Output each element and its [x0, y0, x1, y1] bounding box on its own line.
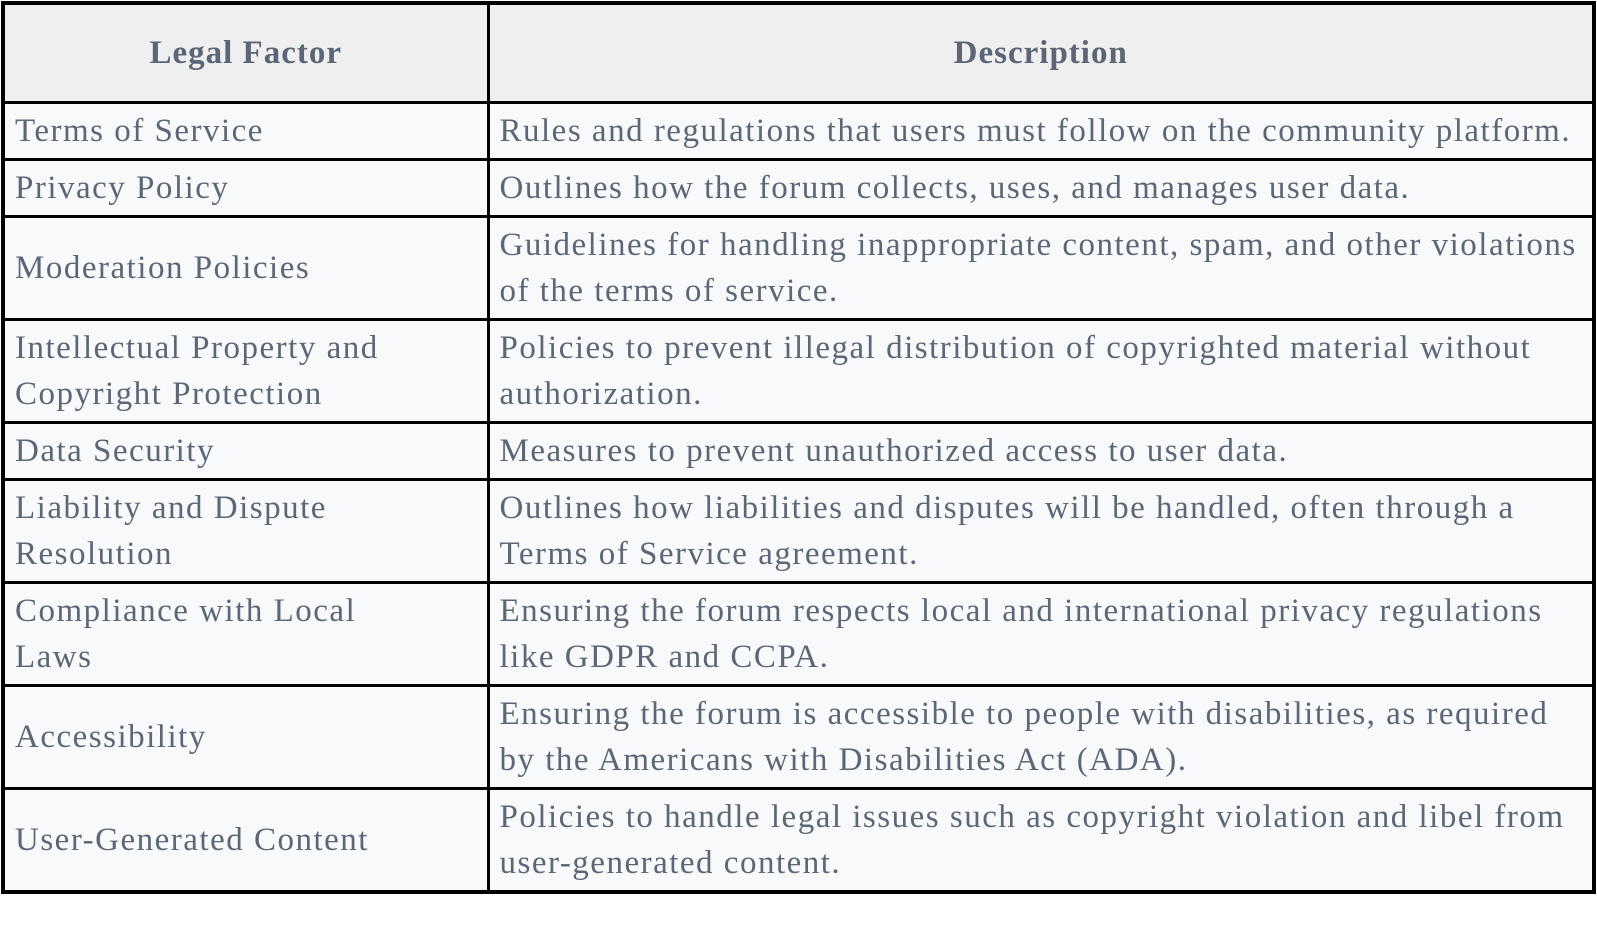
- description-cell: Ensuring the forum is accessible to people with disabilities, as required by the Americans with Disabilities Act (ADA).: [488, 686, 1594, 789]
- legal-factor-cell: Intellectual Property and Copyright Protection: [3, 320, 488, 423]
- description-cell: Policies to prevent illegal distribution of copyrighted material without authorization.: [488, 320, 1594, 423]
- description-cell: Policies to handle legal issues such as copyright violation and libel from user-generated content.: [488, 789, 1594, 893]
- description-cell: Rules and regulations that users must follow on the community platform.: [488, 103, 1594, 160]
- legal-factor-cell: Moderation Policies: [3, 217, 488, 320]
- table-row: [3, 160, 1594, 217]
- table-row: [3, 217, 1594, 320]
- legal-factor-cell: User-Generated Content: [3, 789, 488, 893]
- legal-factor-cell: Terms of Service: [3, 103, 488, 160]
- column-header-description: Description: [488, 3, 1594, 103]
- legal-factor-cell: Compliance with Local Laws: [3, 583, 488, 686]
- table-body: [3, 103, 1594, 893]
- legal-factor-cell: Privacy Policy: [3, 160, 488, 217]
- legal-factor-cell: Accessibility: [3, 686, 488, 789]
- description-cell: Guidelines for handling inappropriate content, spam, and other violations of the terms of service.: [488, 217, 1594, 320]
- table-row: [3, 789, 1594, 893]
- table-row: [3, 686, 1594, 789]
- legal-factor-cell: Data Security: [3, 423, 488, 480]
- table-row: [3, 583, 1594, 686]
- legal-factor-cell: Liability and Dispute Resolution: [3, 480, 488, 583]
- description-cell: Outlines how liabilities and disputes will be handled, often through a Terms of Service agreement.: [488, 480, 1594, 583]
- table-row: [3, 423, 1594, 480]
- table-row: [3, 480, 1594, 583]
- column-header-legal-factor: Legal Factor: [3, 3, 488, 103]
- description-cell: Ensuring the forum respects local and international privacy regulations like GDPR and CCPA.: [488, 583, 1594, 686]
- description-cell: Outlines how the forum collects, uses, and manages user data.: [488, 160, 1594, 217]
- table-row: [3, 103, 1594, 160]
- description-cell: Measures to prevent unauthorized access to user data.: [488, 423, 1594, 480]
- header-row: [3, 3, 1594, 103]
- legal-factors-table: [1, 1, 1596, 894]
- table-row: [3, 320, 1594, 423]
